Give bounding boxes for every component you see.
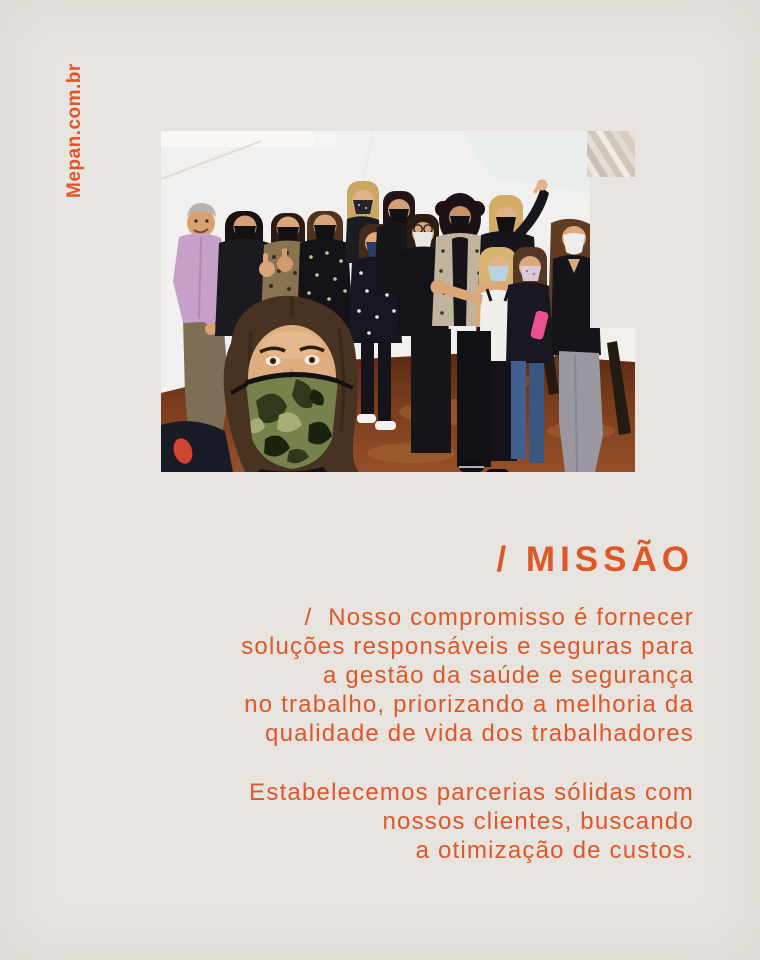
partnership-line: nossos clientes, buscando — [382, 808, 694, 835]
brand-vertical-text: Mepan.com.br — [64, 63, 85, 198]
partnership-line: a otimização de custos. — [415, 837, 694, 864]
partnership-line: Estabelecemos parcerias sólidas com — [249, 779, 694, 806]
mission-line: soluções responsáveis e seguras para — [241, 633, 694, 660]
partnership-paragraph — [249, 778, 694, 865]
selfie-woman-figure — [224, 296, 359, 472]
mission-line: a gestão da saúde e segurança — [322, 662, 694, 689]
mission-line: qualidade de vida dos trabalhadores — [265, 720, 694, 747]
team-photo-illustration — [161, 131, 635, 472]
mission-line: / Nosso compromisso é fornecer — [304, 604, 694, 631]
team-photo — [161, 131, 635, 472]
mission-heading: / MISSÃO — [496, 540, 694, 579]
mission-line: no trabalho, priorizando a melhoria da — [244, 691, 694, 718]
mission-paragraph — [241, 603, 694, 748]
